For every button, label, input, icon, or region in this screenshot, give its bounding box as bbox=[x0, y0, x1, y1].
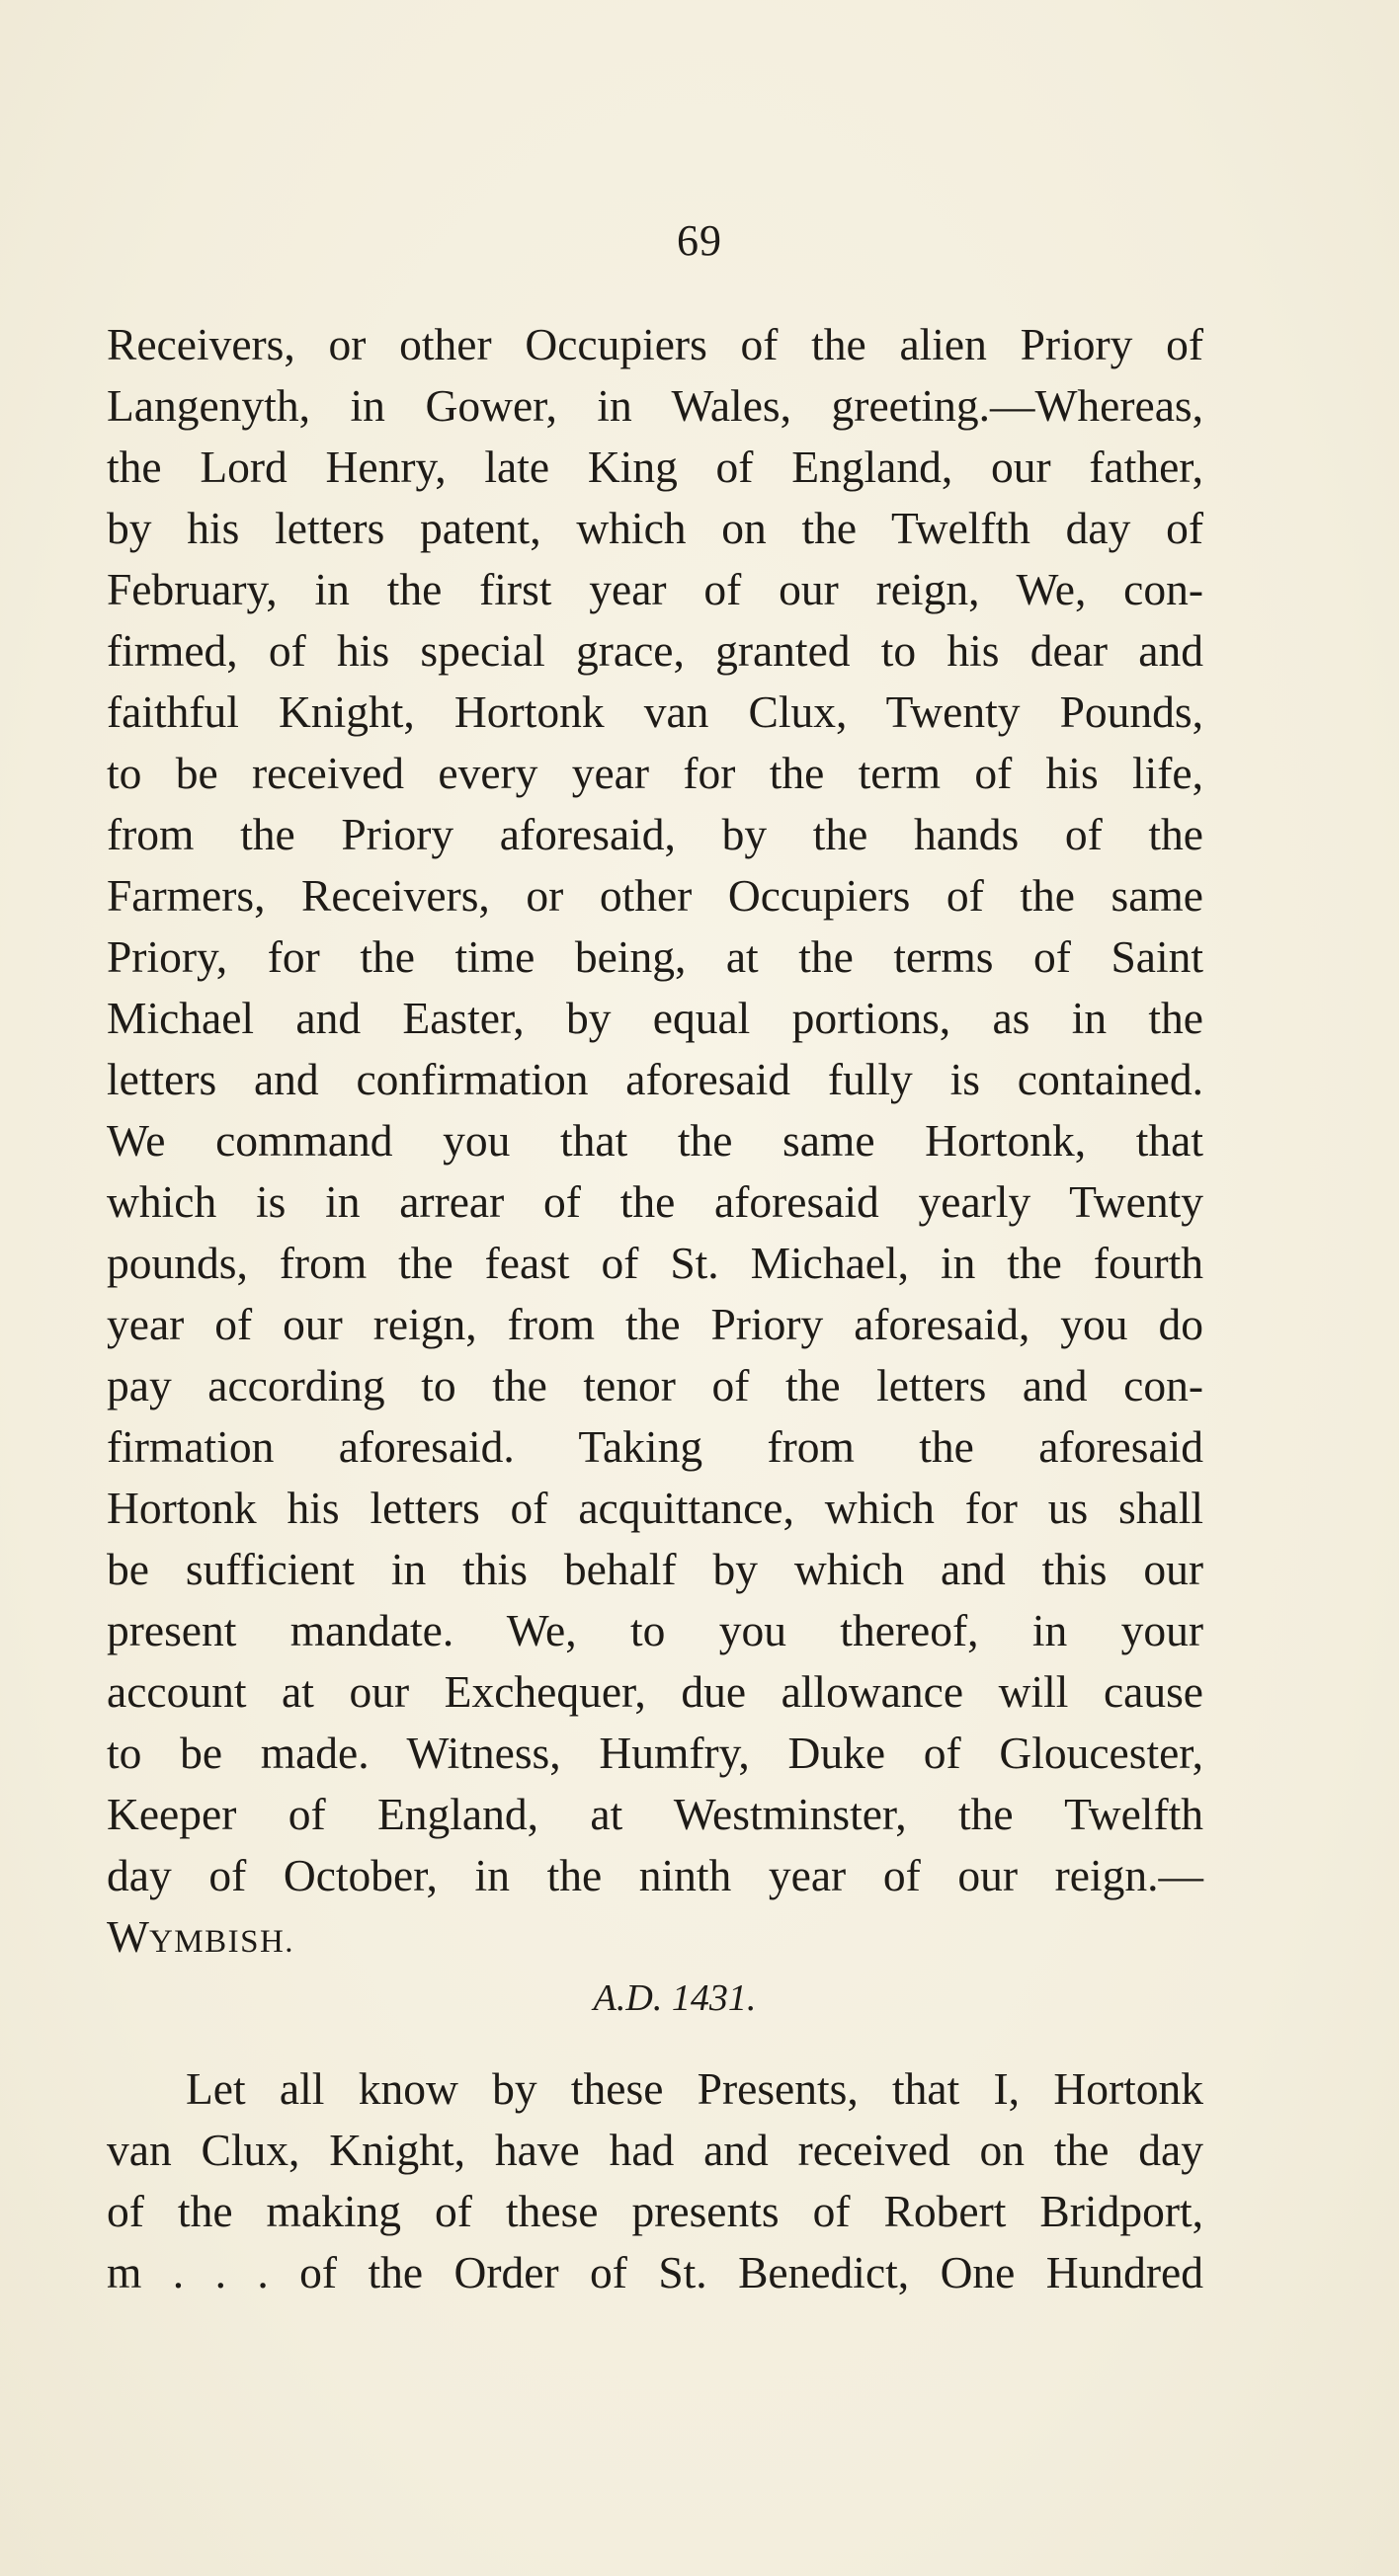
text-line: letters and confirmation aforesaid fully is contained. bbox=[107, 1054, 1203, 1104]
text-line: van Clux, Knight, have had and received on the day bbox=[107, 2125, 1203, 2175]
page-number: 69 bbox=[677, 216, 722, 265]
text-line: the Lord Henry, late King of England, our father, bbox=[107, 442, 1203, 492]
text-line: We command you that the same Hortonk, that bbox=[107, 1115, 1203, 1166]
text-line: to be received every year for the term of his life, bbox=[107, 748, 1203, 798]
text-line: m . . . of the Order of St. Benedict, One Hundred bbox=[107, 2247, 1203, 2297]
signature-initial: W bbox=[107, 1911, 149, 1962]
text-line: from the Priory aforesaid, by the hands of the bbox=[107, 809, 1203, 859]
signature-wymbish bbox=[107, 1906, 1203, 1968]
text-line: day of October, in the ninth year of our reign.— bbox=[107, 1850, 1203, 1900]
text-line: firmed, of his special grace, granted to his dear and bbox=[107, 625, 1203, 676]
text-line: pay according to the tenor of the letters and con- bbox=[107, 1360, 1203, 1410]
date-heading: A.D. 1431. bbox=[593, 1977, 757, 2019]
text-line: firmation aforesaid. Taking from the aforesaid bbox=[107, 1421, 1203, 1472]
text-line: account at our Exchequer, due allowance will cause bbox=[107, 1666, 1203, 1717]
text-line: to be made. Witness, Humfry, Duke of Gloucester, bbox=[107, 1728, 1203, 1778]
text-line: Michael and Easter, by equal portions, as in the bbox=[107, 993, 1203, 1043]
text-line: year of our reign, from the Priory aforesaid, you do bbox=[107, 1299, 1203, 1349]
text-line: Langenyth, in Gower, in Wales, greeting.—Whereas, bbox=[107, 380, 1203, 431]
text-line: Let all know by these Presents, that I, Hortonk bbox=[186, 2063, 1203, 2114]
text-line: by his letters patent, which on the Twelfth day of bbox=[107, 503, 1203, 553]
signature-rest: YMBISH. bbox=[148, 1924, 295, 1960]
text-line: present mandate. We, to you thereof, in your bbox=[107, 1605, 1203, 1655]
paragraph-writ bbox=[107, 314, 1203, 1968]
text-line: which is in arrear of the aforesaid yearly Twenty bbox=[107, 1176, 1203, 1227]
text-line: of the making of these presents of Robert Bridport, bbox=[107, 2186, 1203, 2236]
page-body bbox=[107, 314, 1203, 2303]
text-line: Keeper of England, at Westminster, the Twelfth bbox=[107, 1789, 1203, 1839]
text-line: faithful Knight, Hortonk van Clux, Twenty Pounds, bbox=[107, 686, 1203, 737]
text-line: pounds, from the feast of St. Michael, in the fourth bbox=[107, 1238, 1203, 1288]
text-line: Hortonk his letters of acquittance, which for us shall bbox=[107, 1483, 1203, 1533]
text-line: Farmers, Receivers, or other Occupiers of the same bbox=[107, 870, 1203, 921]
text-line: February, in the first year of our reign, We, con- bbox=[107, 564, 1203, 614]
text-line: Priory, for the time being, at the terms of Saint bbox=[107, 931, 1203, 982]
text-line: Receivers, or other Occupiers of the alien Priory of bbox=[107, 319, 1203, 369]
paragraph-acquittance bbox=[107, 2058, 1203, 2303]
text-line: be sufficient in this behalf by which and this our bbox=[107, 1544, 1203, 1594]
